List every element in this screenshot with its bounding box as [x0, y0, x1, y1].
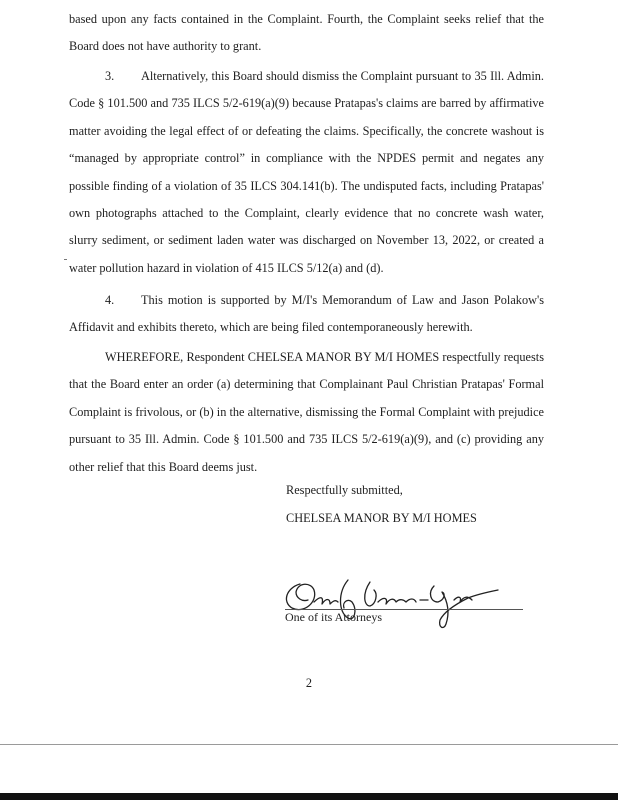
paragraph-4 — [69, 287, 544, 342]
signature-stroke-1 — [286, 584, 314, 610]
paragraph-4-number: 4. — [105, 293, 115, 307]
paragraph-4-text: This motion is supported by M/I's Memorandum of Law and Jason Polakow's Affidavit and exhibits thereto, which are being filed contemporaneously herewith. — [69, 293, 544, 335]
paragraph-3-number: 3. — [105, 69, 115, 83]
paragraph-3 — [69, 63, 544, 282]
signature-stroke-2 — [314, 598, 338, 604]
scan-speck — [64, 259, 67, 260]
closing-line: Respectfully submitted, — [286, 483, 403, 497]
footer-rule — [0, 744, 618, 745]
page-number: 2 — [305, 676, 313, 690]
paragraph-3-text: Alternatively, this Board should dismiss the Complaint pursuant to 35 Ill. Admin. Code § 101.500 and 735 ILCS 5/2-619(a)(9) because Pratapas's claims are barred by affirmative matter avoiding the legal effect of or defeating the claims. Specifically, the concrete washout is “managed by appropriate control” in compliance with the NPDES permit and negates any possible finding of a violation of 35 ILCS 304.141(b). The undisputed facts, including Pratapas' own photographs attached to the Complaint, clearly evidence that no concrete wash water, slurry sediment, or sediment laden water was discharged on November 13, 2022, or created a water pollution hazard in violation of 415 ILCS 5/12(a) and (d). — [69, 69, 544, 275]
signature-stroke-7 — [431, 586, 498, 627]
attorney-caption: One of its Attorneys — [285, 610, 382, 624]
signature-stroke-5 — [378, 598, 416, 604]
signature-stroke-4 — [365, 582, 376, 606]
scan-edge-bar — [0, 793, 618, 800]
party-name: CHELSEA MANOR BY M/I HOMES — [286, 511, 477, 525]
wherefore-paragraph: WHEREFORE, Respondent CHELSEA MANOR BY M/I HOMES respectfully requests that the Board enter an order (a) determining that Complainant Paul Christian Pratapas' Formal Complaint is frivolous, or (b) in the alternative, dismissing the Formal Complaint with prejudice pursuant to 35 Ill. Admin. Code § 101.500 and 735 ILCS 5/2-619(a)(9), and (c) providing any other relief that this Board deems just. — [69, 350, 544, 474]
paragraph-continuation: based upon any facts contained in the Complaint. Fourth, the Complaint seeks relief that the Board does not have authority to grant. — [69, 12, 544, 54]
